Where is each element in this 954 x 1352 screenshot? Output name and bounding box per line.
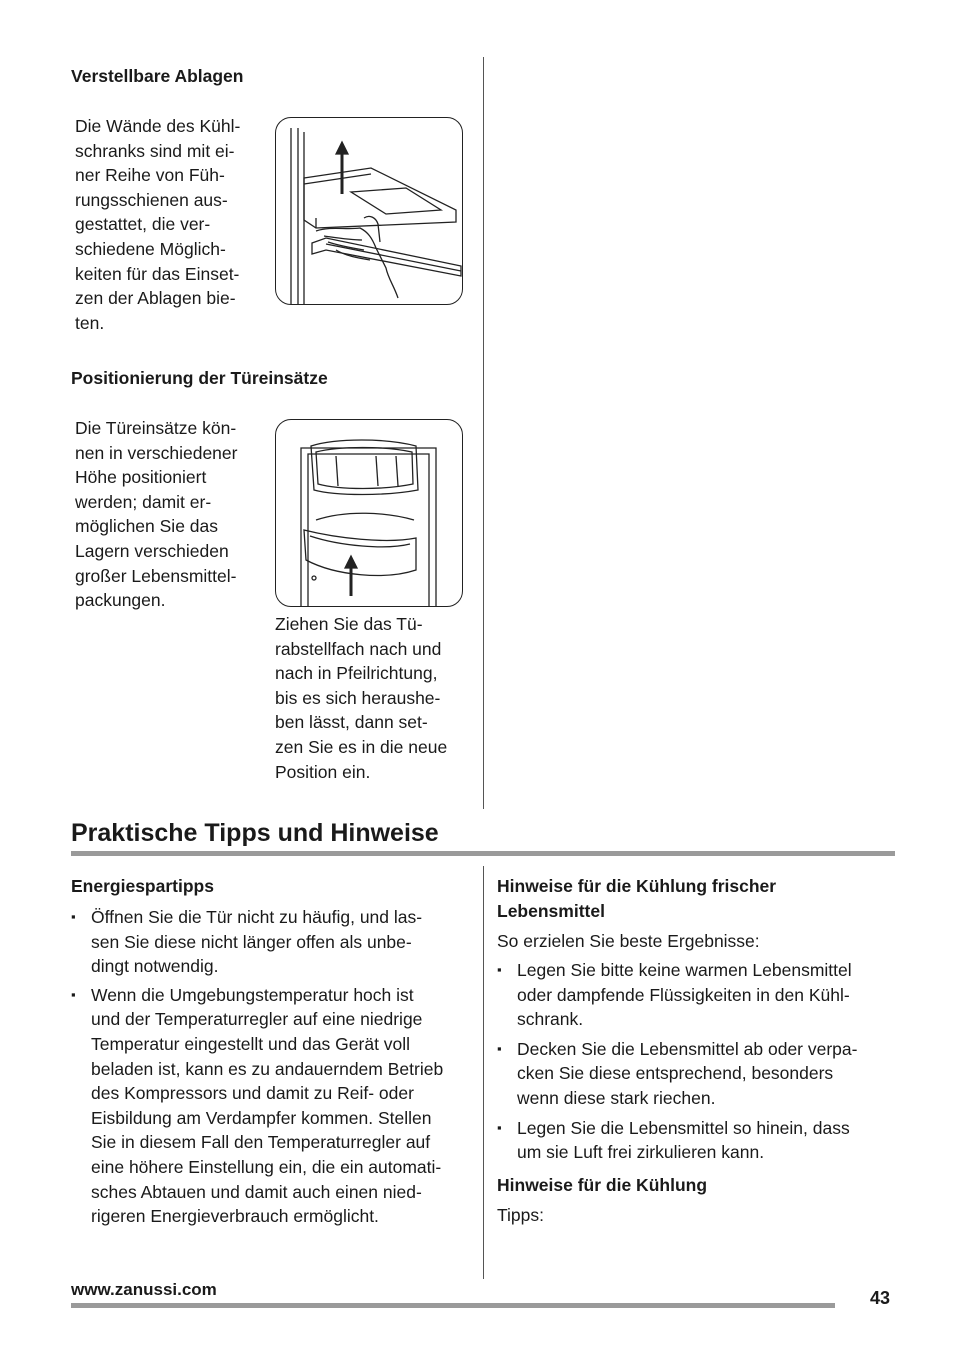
footer-rule [71, 1303, 835, 1308]
text-line: nen in verschiedener [75, 442, 238, 463]
shelf-drawing [276, 118, 462, 304]
text-line: bis es sich heraushe- [275, 687, 441, 708]
heading-adjustable-shelves: Verstellbare Ablagen [71, 66, 244, 86]
heading-fresh-food [497, 874, 776, 924]
text-line: schranks sind mit ei- [75, 140, 235, 161]
text-line: Legen Sie die Lebensmittel so hinein, dass [517, 1117, 850, 1138]
text-line: nach in Pfeilrichtung, [275, 663, 438, 684]
text-line: zen Sie es in die neue [275, 736, 448, 757]
bin-rib [336, 456, 338, 486]
energy-tips-list-wrap [70, 905, 475, 1233]
text-line: Wenn die Umgebungstemperatur hoch ist [91, 984, 414, 1005]
text-line: Öffnen Sie die Tür nicht zu häufig, und las- [91, 907, 423, 927]
text-line: Ziehen Sie das Tü- [275, 614, 423, 634]
bin-rib [396, 456, 398, 486]
shelf-illustration [275, 117, 463, 305]
text-line: oder dampfende Flüssigkeiten in den Kühl- [517, 984, 850, 1005]
shelves-description [75, 114, 265, 335]
bin-rib [376, 456, 378, 486]
text-line: rungsschienen aus- [75, 189, 228, 210]
text-line: sches Abtauen und damit auch einen nied- [91, 1181, 422, 1202]
text-line: Decken Sie die Lebensmittel ab oder verpa- [517, 1038, 858, 1059]
heading-line: Lebensmittel [497, 901, 605, 921]
hand-thumb [364, 216, 380, 242]
text-line: Höhe positioniert [75, 467, 207, 488]
bullet-icon: ▪ [497, 962, 502, 977]
text-line: Eisbildung am Verdampfer kommen. Stellen [91, 1107, 432, 1128]
text-line: Lagern verschieden [75, 540, 229, 561]
page-number: 43 [870, 1288, 891, 1308]
text-line: zen der Ablagen bie- [75, 288, 236, 309]
text-line: großer Lebensmittel- [75, 565, 237, 586]
lower-bin [304, 530, 416, 575]
text-line: Sie in diesem Fall den Temperaturregler auf [91, 1132, 431, 1153]
door-frame [301, 448, 436, 606]
list-item [496, 1037, 896, 1111]
text-line: des Kompressors und damit zu Reif- oder [91, 1083, 414, 1104]
heading-door-inserts: Positionierung der Türeinsätze [71, 368, 328, 388]
bullet-icon: ▪ [497, 1119, 502, 1135]
mid-bin-top [316, 513, 414, 520]
text-line: schiedene Möglich- [75, 238, 226, 259]
column-divider [483, 866, 484, 1279]
text-line: gestattet, die ver- [75, 214, 211, 235]
text-line: und der Temperaturregler auf eine niedrige [91, 1009, 423, 1030]
text-line: Temperatur eingestellt und das Gerät voll [91, 1033, 411, 1054]
text-line: sen Sie diese nicht länger offen als unbe- [91, 931, 412, 952]
list-item [496, 958, 896, 1032]
text-line: eine höhere Einstellung ein, die ein automati- [91, 1156, 442, 1177]
door-frame-inner [308, 454, 429, 606]
shelf-glass [351, 188, 441, 214]
text-line: beladen ist, kann es zu andauerndem Betrieb [91, 1058, 444, 1079]
arrow-up-icon [345, 556, 357, 568]
text-line: Die Türeinsätze kön- [75, 418, 237, 438]
list-item [70, 983, 475, 1229]
fresh-food-list [496, 958, 896, 1165]
text-line: rigeren Energieverbrauch ermöglicht. [91, 1206, 379, 1227]
door-screw [312, 576, 316, 580]
energy-tips-list [70, 905, 475, 1229]
bullet-icon: ▪ [71, 909, 76, 924]
list-item [496, 1116, 896, 1165]
cooling-intro: Tipps: [497, 1205, 545, 1225]
text-line: cken Sie diese entsprechend, besonders [517, 1063, 834, 1084]
footer-url: www.zanussi.com [71, 1280, 217, 1299]
arrow-up-icon [336, 142, 348, 154]
shelf-panel [304, 168, 456, 228]
text-line: Die Wände des Kühl- [75, 116, 241, 136]
bullet-icon: ▪ [71, 986, 76, 1002]
door-drawing [276, 420, 462, 606]
fresh-food-list-wrap [496, 958, 896, 1169]
heading-line: Hinweise für die Kühlung frischer [497, 876, 777, 896]
text-line: werden; damit er- [75, 491, 212, 512]
bullet-icon: ▪ [497, 1040, 502, 1056]
door-caption [275, 612, 475, 784]
text-line: dingt notwendig. [91, 956, 219, 977]
shelf-edge [304, 174, 371, 184]
text-line: packungen. [75, 590, 166, 611]
text-line: rabstellfach nach und [275, 638, 442, 659]
text-line: ten. [75, 312, 105, 333]
heading-energy-tips: Energiespartipps [71, 876, 214, 896]
text-line: um sie Luft frei zirkulieren kann. [517, 1142, 765, 1163]
column-divider [483, 57, 484, 809]
lower-bin-edge [310, 536, 410, 547]
chapter-title: Praktische Tipps und Hinweise [71, 819, 439, 847]
text-line: schrank. [517, 1009, 584, 1030]
heading-cooling: Hinweise für die Kühlung [497, 1175, 708, 1195]
lower-rail-edge [326, 244, 461, 271]
text-line: ben lässt, dann set- [275, 712, 428, 733]
door-bin-illustration [275, 419, 463, 607]
chapter-rule [71, 851, 895, 856]
text-line: Legen Sie bitte keine warmen Lebensmittel [517, 960, 852, 980]
text-line: Position ein. [275, 761, 371, 782]
text-line: ner Reihe von Füh- [75, 165, 225, 186]
text-line: möglichen Sie das [75, 516, 218, 537]
text-line: keiten für das Einset- [75, 263, 240, 284]
text-line: wenn diese stark riechen. [517, 1087, 716, 1108]
door-description [75, 416, 265, 613]
list-item [70, 905, 475, 979]
fresh-food-intro: So erzielen Sie beste Ergebnisse: [497, 931, 760, 951]
